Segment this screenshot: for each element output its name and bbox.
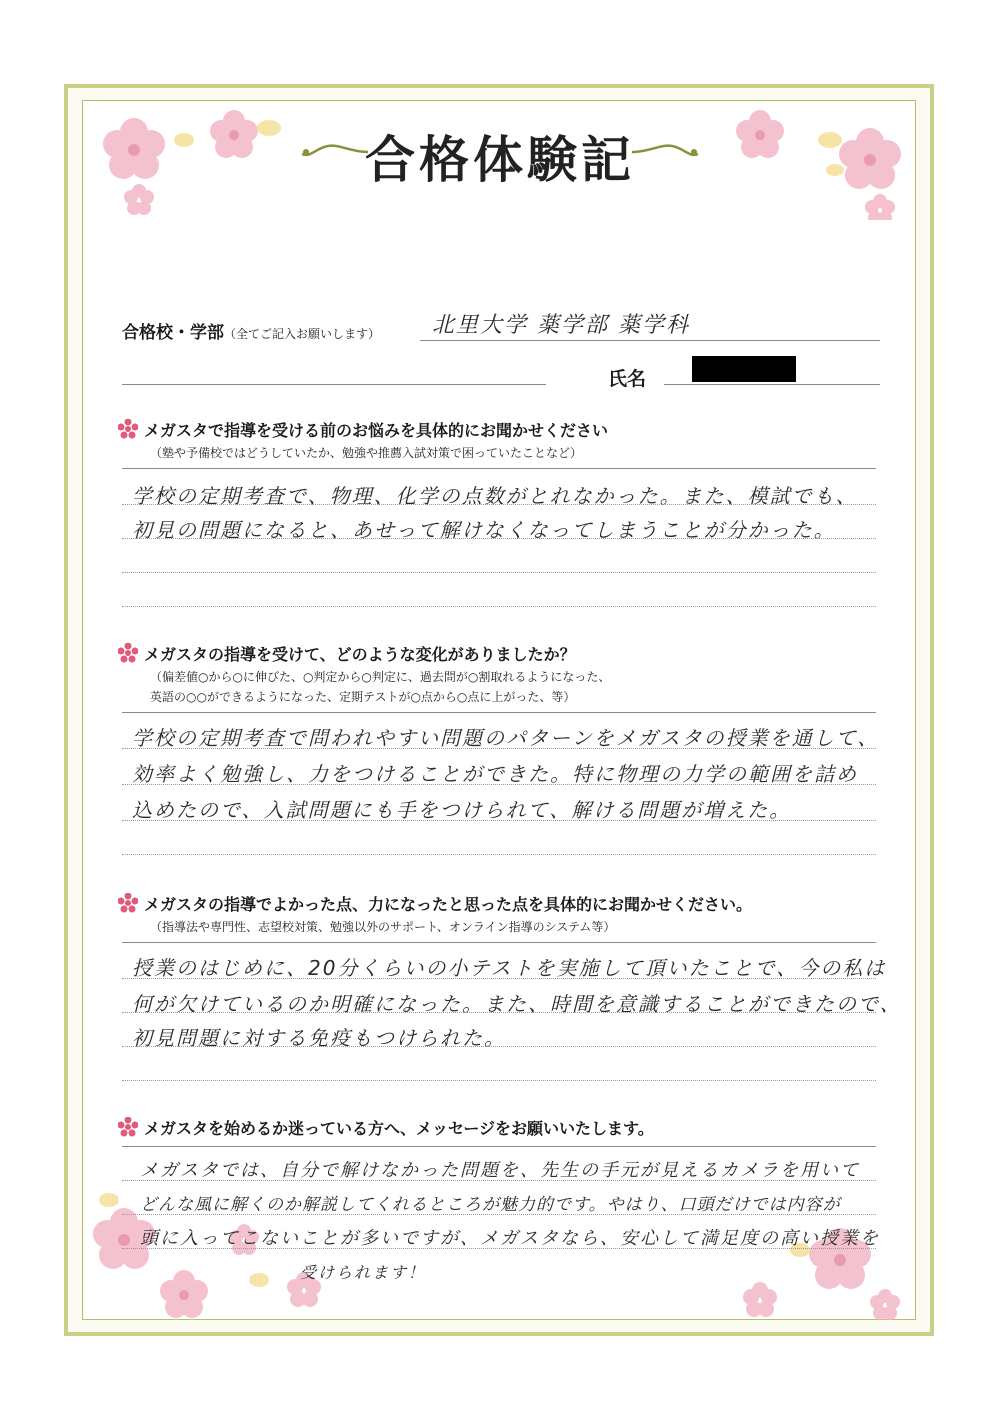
blossom-bullet-icon <box>118 643 138 663</box>
dotted-rule <box>122 1214 876 1215</box>
dotted-rule <box>122 1046 876 1047</box>
section-3-question: メガスタの指導でよかった点、力になったと思った点を具体的にお聞かせください。 <box>118 892 752 915</box>
section-3-answer-line-1: 授業のはじめに、20分くらいの小テストを実施して頂いたことで、今の私は <box>132 956 887 980</box>
school-rule-2 <box>122 384 546 385</box>
section-4-answer-line-2: どんな風に解くのか解説してくれるところが魅力的です。やはり、口頭だけでは内容が <box>140 1195 841 1215</box>
section-4-rule-top <box>122 1146 876 1147</box>
dotted-rule <box>122 1180 876 1181</box>
section-4-answer-line-1: メガスタでは、自分で解けなかった問題を、先生の手元が見えるカメラを用いて <box>140 1160 860 1181</box>
section-3-answer-line-3: 初見問題に対する免疫もつけられた。 <box>132 1026 506 1050</box>
dotted-rule <box>122 748 876 749</box>
section-2-note-1: （偏差値○から○に伸びた、○判定から○判定に、過去問が○割取れるようになった、 <box>150 670 611 684</box>
page-title: 合格体験記 <box>365 130 635 189</box>
name-label: 氏名 <box>608 368 647 390</box>
school-label-row <box>122 318 380 343</box>
school-rule <box>420 340 880 341</box>
section-1-answer-line-1: 学校の定期考査で、物理、化学の点数がとれなかった。また、模試でも、 <box>132 484 858 508</box>
section-1-note: （塾や予備校ではどうしていたか、勉強や推薦入試対策で困っていたことなど） <box>150 446 583 460</box>
section-1-answer-line-2: 初見の問題になると、あせって解けなくなってしまうことが分かった。 <box>132 518 836 542</box>
school-note: （全てご記入お願いします） <box>224 327 381 341</box>
swirl-right-icon <box>630 140 700 164</box>
section-2-question: メガスタの指導を受けて、どのような変化がありましたか？ <box>118 642 576 665</box>
dotted-rule <box>122 784 876 785</box>
section-4-answer-line-4: 受けられます！ <box>300 1263 427 1282</box>
section-3-rule-top <box>122 942 876 943</box>
dotted-rule <box>122 572 876 573</box>
section-1-rule-top <box>122 468 876 469</box>
dotted-rule <box>122 538 876 539</box>
section-2-note-2: 英語の○○ができるようになった、定期テストが○点から○点に上がった、等） <box>150 690 576 704</box>
school-value: 北里大学 薬学部 薬学科 <box>432 313 690 338</box>
section-4-answer-line-3: 頭に入ってこないことが多いですが、メガスタなら、安心して満足度の高い授業を <box>140 1228 880 1249</box>
dotted-rule <box>122 854 876 855</box>
section-3-answer-line-2: 何が欠けているのか明確になった。また、時間を意識することができたので、 <box>132 992 902 1016</box>
section-1-question: メガスタで指導を受ける前のお悩みを具体的にお聞かせください <box>118 418 608 441</box>
dotted-rule <box>122 504 876 505</box>
blossom-bullet-icon <box>118 1117 138 1137</box>
section-2-answer-line-2: 効率よく勉強し、力をつけることができた。特に物理の力学の範囲を詰め <box>132 762 858 786</box>
section-2-answer-line-1: 学校の定期考査で問われやすい問題のパターンをメガスタの授業を通して、 <box>132 726 880 750</box>
name-redaction <box>692 356 796 382</box>
dotted-rule <box>122 1012 876 1013</box>
school-label: 合格校・学部 <box>122 323 224 343</box>
section-3-note: （指導法や専門性、志望校対策、勉強以外のサポート、オンライン指導のシステム等） <box>150 920 616 934</box>
dotted-rule <box>122 820 876 821</box>
blossom-bullet-icon <box>118 419 138 439</box>
section-4-question: メガスタを始めるか迷っている方へ、メッセージをお願いいたします。 <box>118 1116 654 1139</box>
blossom-bullet-icon <box>118 893 138 913</box>
section-2-answer-line-3: 込めたので、入試問題にも手をつけられて、解ける問題が増えた。 <box>132 798 792 822</box>
dotted-rule <box>122 1080 876 1081</box>
dotted-rule <box>122 606 876 607</box>
dotted-rule <box>122 978 876 979</box>
dotted-rule <box>122 1248 876 1249</box>
section-2-rule-top <box>122 712 876 713</box>
name-rule <box>664 384 880 385</box>
